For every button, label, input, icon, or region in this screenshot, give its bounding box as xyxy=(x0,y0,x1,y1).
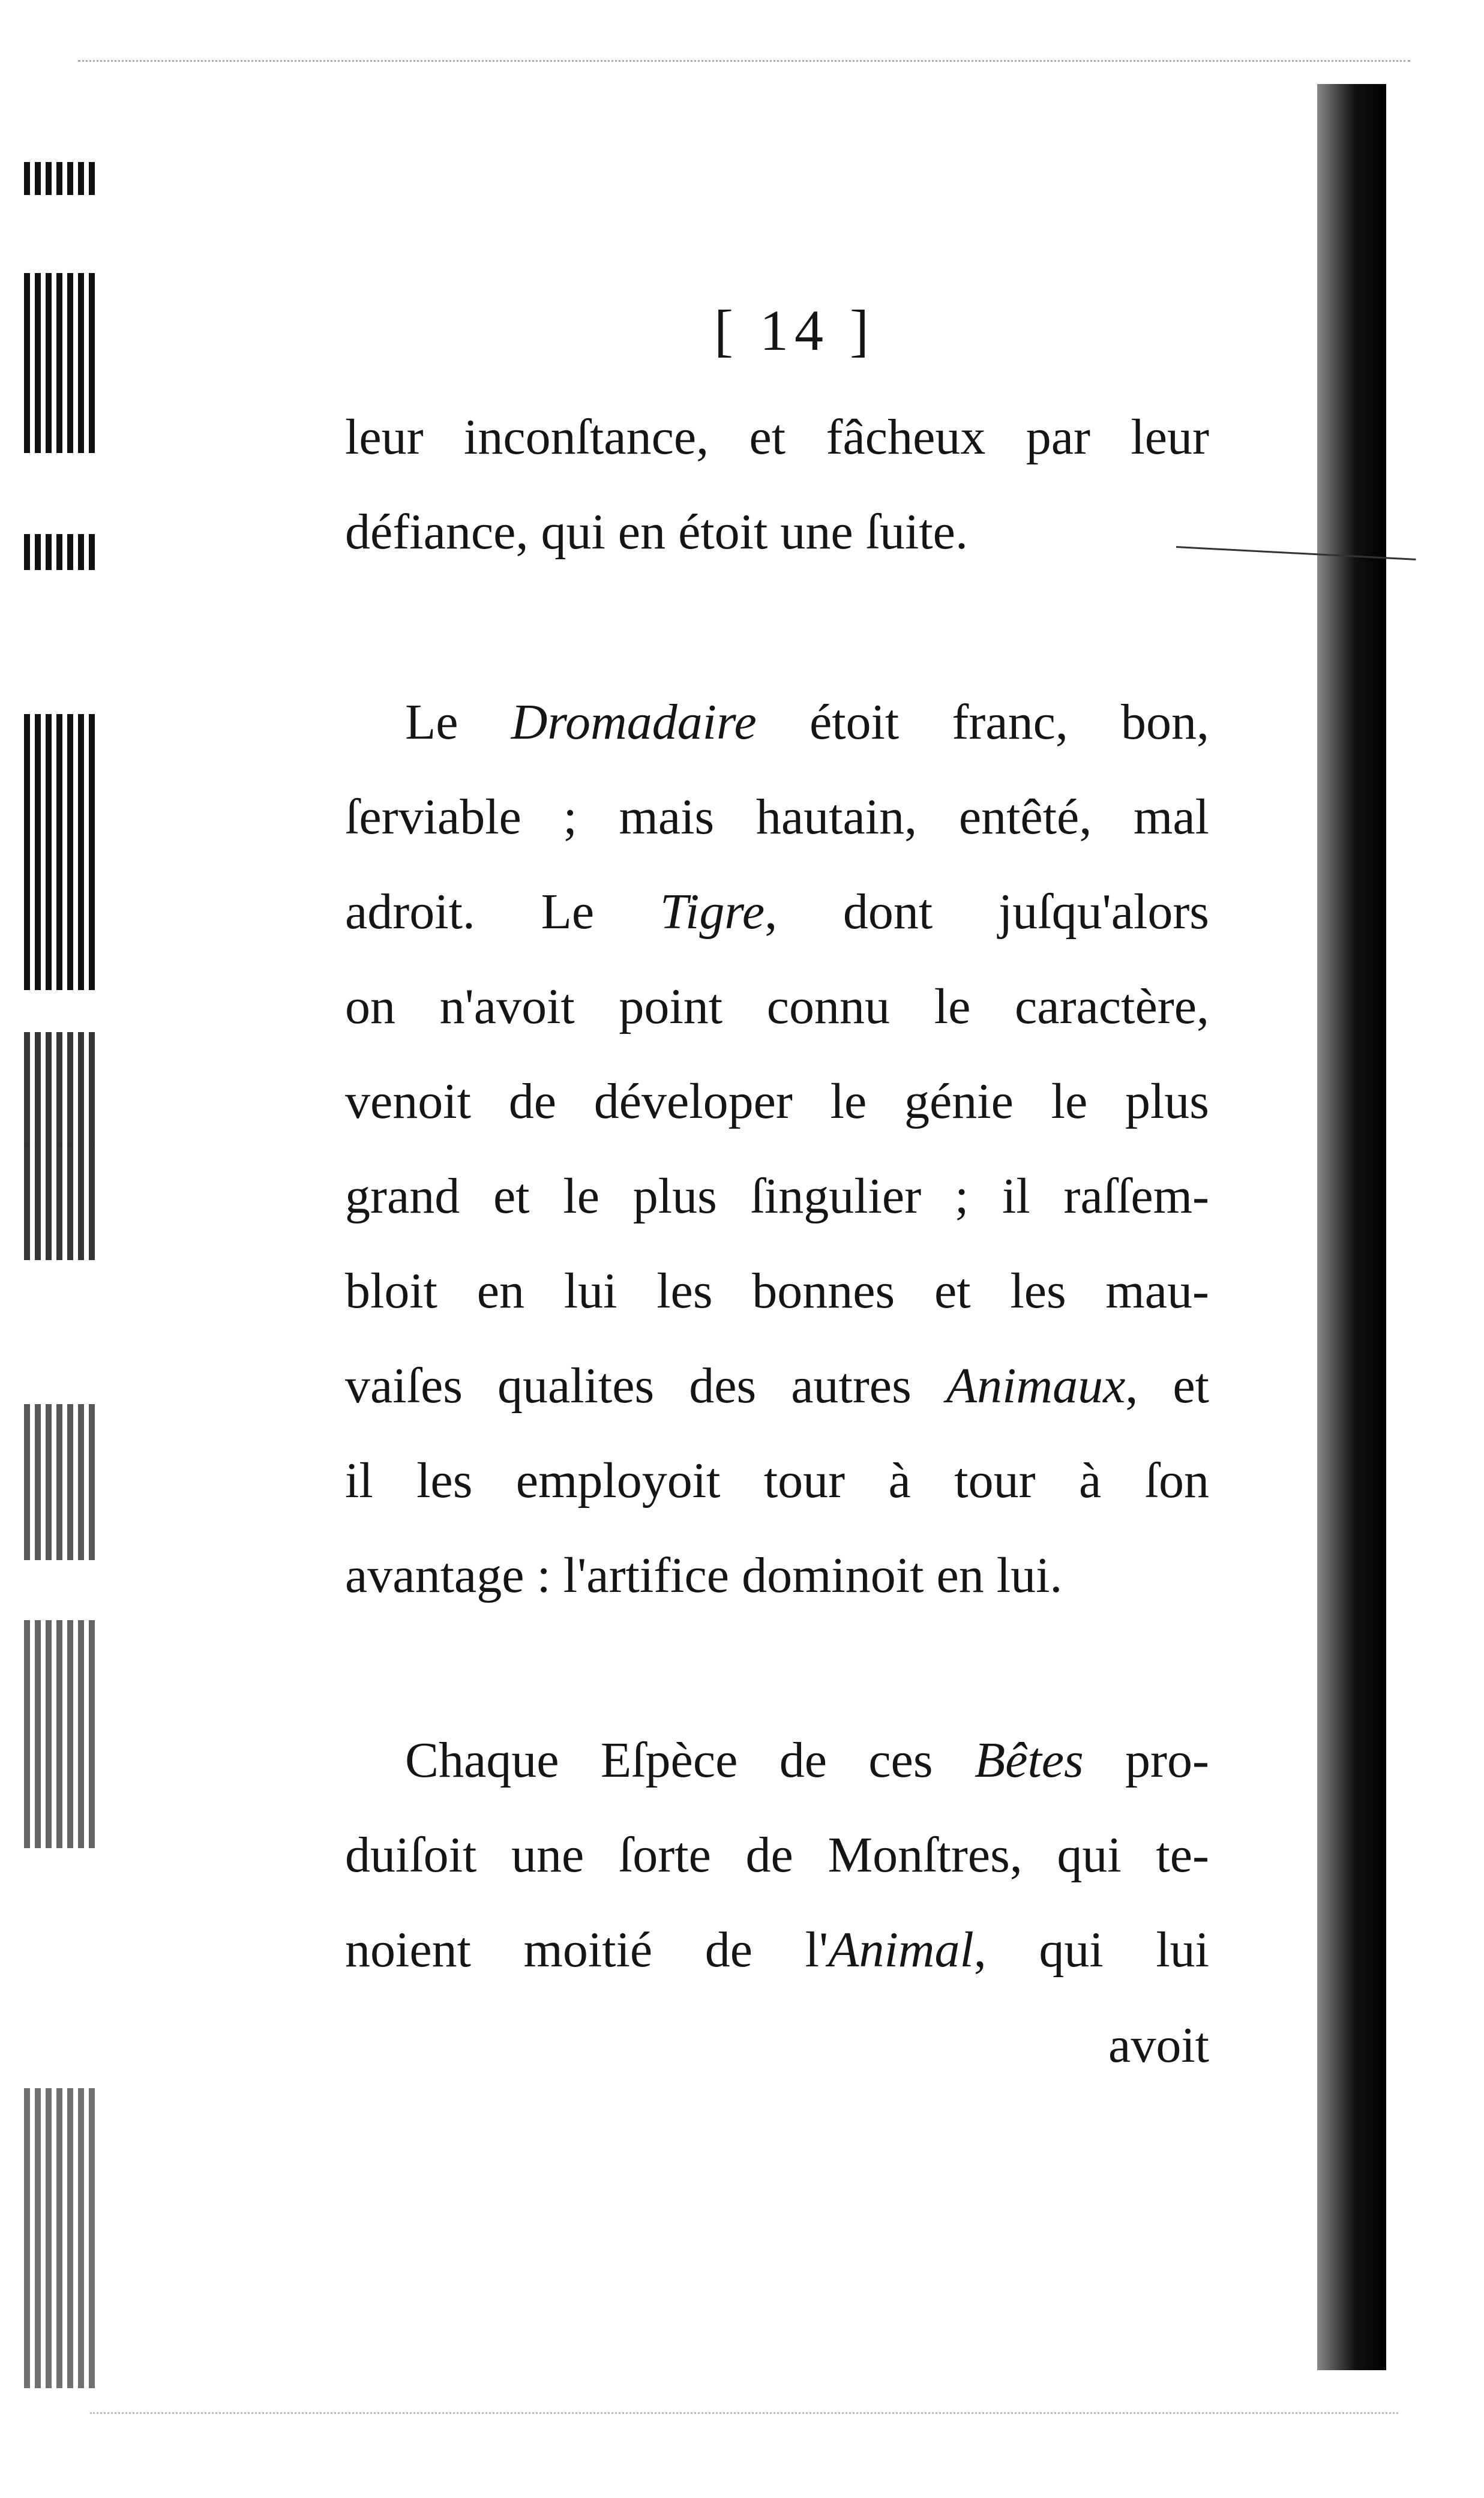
italic-term: Animaux xyxy=(946,1358,1126,1414)
italic-term: Tigre xyxy=(659,884,765,940)
page-number: [ 14 ] xyxy=(714,298,875,362)
text-line: défiance, qui en étoit une ſuite. xyxy=(345,504,968,560)
text-line: adroit. Le Tigre, dont juſqu'alors xyxy=(345,884,1209,940)
scan-left-edge xyxy=(24,120,96,2430)
text-line: bloit en lui les bonnes et les mau- xyxy=(345,1263,1209,1319)
scan-bottom-noise xyxy=(90,2412,1398,2428)
text-line: grand et le plus ſingulier ; il raſſem- xyxy=(345,1168,1209,1224)
text-line: Le Dromadaire étoit franc, bon, xyxy=(405,694,1209,750)
scan-top-noise xyxy=(78,60,1410,76)
text-line: duiſoit une ſorte de Monſtres, qui te- xyxy=(345,1827,1209,1883)
paragraph-2 xyxy=(345,675,1209,1623)
catchword-block xyxy=(345,1998,1209,2093)
text-line: venoit de déveloper le génie le plus xyxy=(345,1073,1209,1129)
text-line: noient moitié de l'Animal, qui lui xyxy=(345,1922,1209,1978)
text-line: Chaque Eſpèce de ces Bêtes pro- xyxy=(405,1732,1209,1788)
page-gutter-shadow xyxy=(1317,84,1386,2370)
italic-term: Dromadaire xyxy=(511,694,757,750)
text-line: il les employoit tour à tour à ſon xyxy=(345,1453,1209,1509)
italic-term: Animal xyxy=(828,1922,974,1978)
paragraph-1 xyxy=(345,390,1209,580)
text-line: leur inconſtance, et fâcheux par leur xyxy=(345,409,1209,465)
paragraph-3 xyxy=(345,1713,1209,1998)
text-line: vaiſes qualites des autres Animaux, et xyxy=(345,1358,1209,1414)
italic-term: Bêtes xyxy=(974,1732,1084,1788)
catchword: avoit xyxy=(1108,2017,1209,2073)
text-line: avantage : l'artifice dominoit en lui. xyxy=(345,1548,1063,1603)
text-line: ſerviable ; mais hautain, entêté, mal xyxy=(345,789,1209,845)
text-line: on n'avoit point connu le caractère, xyxy=(345,979,1209,1034)
